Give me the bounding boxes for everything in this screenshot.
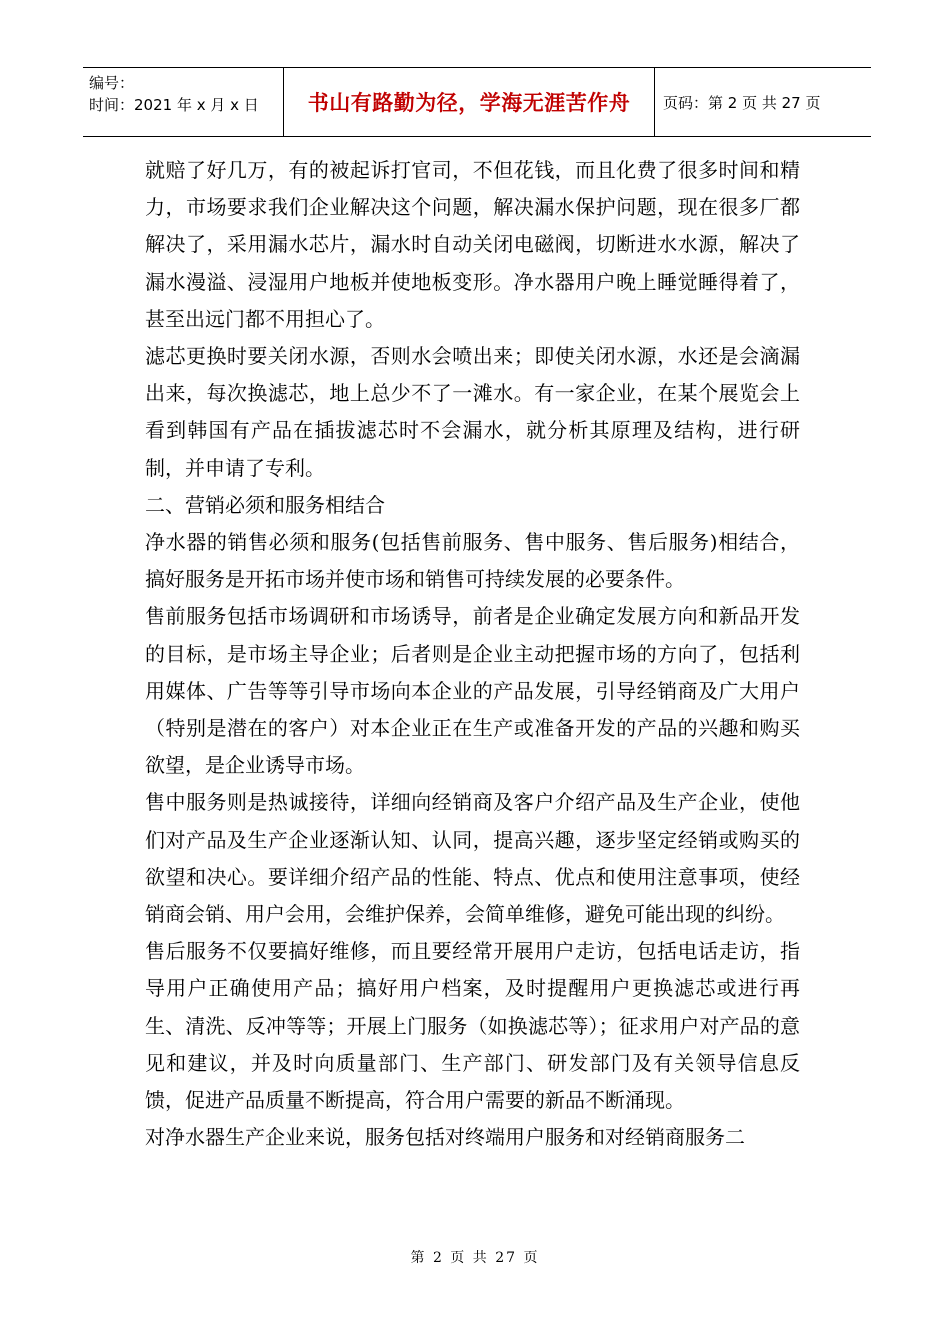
header-meta bbox=[83, 68, 283, 136]
paragraph: 售后服务不仅要搞好维修，而且要经常开展用户走访，包括电话走访，指导用户正确使用产品；搞好用户档案，及时提醒用户更换滤芯或进行再生、清洗、反冲等等；开展上门服务（如换滤芯等）；征求用户对产品的意见和建议，并及时向质量部门、生产部门、研发部门及有关领导信息反馈，促进产品质量不断提高，符合用户需要的新品不断涌现。 bbox=[145, 939, 800, 1113]
paragraph: 净水器的销售必须和服务(包括售前服务、售中服务、售后服务)相结合，搞好服务是开拓市场并使市场和销售可持续发展的必要条件。 bbox=[145, 530, 800, 592]
document-number-label: 编号： bbox=[89, 74, 135, 92]
paragraph: 滤芯更换时要关闭水源，否则水会喷出来；即使关闭水源，水还是会滴漏出来，每次换滤芯，地上总少不了一滩水。有一家企业，在某个展览会上看到韩国有产品在插拔滤芯时不会漏水，就分析其原理及结构，进行研制，并申请了专利。 bbox=[145, 344, 800, 480]
header-motto: 书山有路勤为径，学海无涯苦作舟 bbox=[283, 68, 655, 136]
paragraph: 对净水器生产企业来说，服务包括对终端用户服务和对经销商服务二 bbox=[145, 1125, 745, 1150]
page-footer: 第 2 页 共 27 页 bbox=[410, 1250, 540, 1266]
document-time: 时间：2021 年 x 月 x 日 bbox=[89, 96, 259, 114]
header-page-number: 页码：第 2 页 共 27 页 bbox=[663, 93, 821, 112]
section-heading: 二、营销必须和服务相结合 bbox=[145, 492, 385, 517]
page-header bbox=[83, 67, 871, 137]
paragraph: 售前服务包括市场调研和市场诱导，前者是企业确定发展方向和新品开发的目标，是市场主导企业；后者则是企业主动把握市场的方向了，包括利用媒体、广告等等引导市场向本企业的产品发展，引导经销商及广大用户（特别是潜在的客户）对本企业正在生产或准备开发的产品的兴趣和购买欲望，是企业诱导市场。 bbox=[145, 604, 800, 778]
paragraph: 就赔了好几万，有的被起诉打官司，不但花钱，而且化费了很多时间和精力，市场要求我们企业解决这个问题，解决漏水保护问题，现在很多厂都解决了，采用漏水芯片，漏水时自动关闭电磁阀，切断进水水源，解决了漏水漫溢、浸湿用户地板并使地板变形。净水器用户晚上睡觉睡得着了，甚至出远门都不用担心了。 bbox=[145, 158, 800, 331]
paragraph: 售中服务则是热诚接待，详细向经销商及客户介绍产品及生产企业，使他们对产品及生产企业逐渐认知、认同，提高兴趣，逐步坚定经销或购买的欲望和决心。要详细介绍产品的性能、特点、优点和使用注意事项，使经销商会销、用户会用，会维护保养，会简单维修，避免可能出现的纠纷。 bbox=[145, 790, 800, 927]
document-body bbox=[145, 152, 800, 1156]
